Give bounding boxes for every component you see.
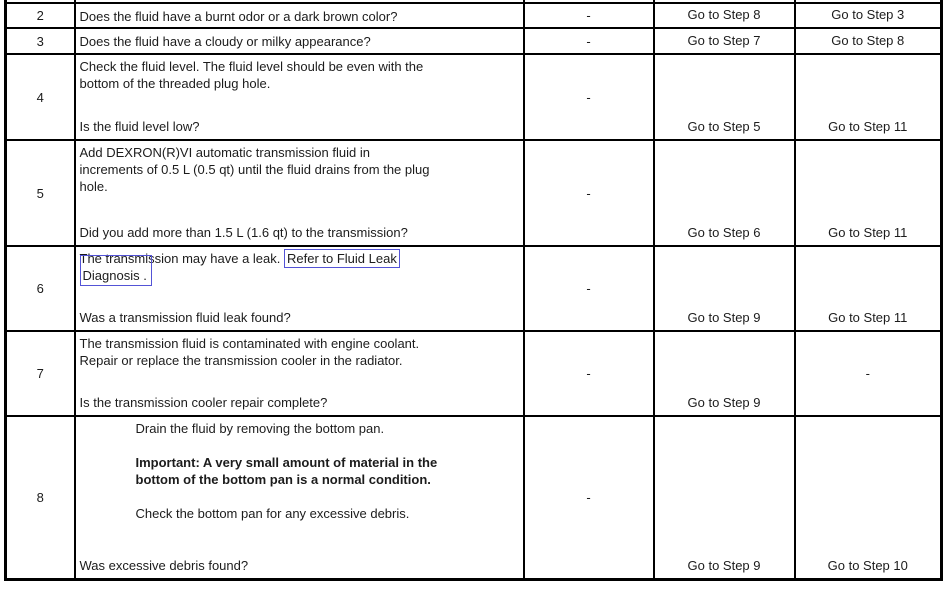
no-cell: - xyxy=(795,331,942,416)
action-cell xyxy=(75,28,524,54)
value-cell: - xyxy=(524,416,654,579)
step-number: 7 xyxy=(6,331,75,416)
action-text: Check the fluid level. The fluid level should be even with the bottom of the threaded plug hole. xyxy=(79,59,424,91)
action-question: Does the fluid have a burnt odor or a dark brown color? xyxy=(79,9,398,24)
value-cell: - xyxy=(524,3,654,28)
no-cell: Go to Step 8 xyxy=(795,28,942,54)
value-cell: - xyxy=(524,140,654,246)
action-text: Add DEXRON(R)VI automatic transmission fluid in increments of 0.5 L (0.5 qt) until the fluid drains from the plug hole. xyxy=(79,145,430,194)
action-question: Did you add more than 1.5 L (1.6 qt) to the transmission? xyxy=(79,225,408,240)
action-cell xyxy=(75,3,524,28)
action-question: Was excessive debris found? xyxy=(79,558,249,573)
action-cell xyxy=(75,416,524,579)
table-row-step-6 xyxy=(6,246,942,331)
action-question: Was a transmission fluid leak found? xyxy=(79,310,291,325)
action-text: The transmission fluid is contaminated with engine coolant. Repair or replace the transmission cooler in the radiator. xyxy=(79,336,420,368)
action-cell xyxy=(75,140,524,246)
step-number: 3 xyxy=(6,28,75,54)
action-question: Is the transmission cooler repair complete? xyxy=(79,395,328,410)
value-cell: - xyxy=(524,28,654,54)
no-cell: Go to Step 11 xyxy=(795,140,942,246)
action-text xyxy=(80,250,518,284)
table-row-step-2 xyxy=(6,3,942,28)
yes-cell: Go to Step 6 xyxy=(654,140,795,246)
action-question: Is the fluid level low? xyxy=(79,119,200,134)
step-number: 6 xyxy=(6,246,75,331)
table-row-step-5 xyxy=(6,140,942,246)
no-cell: Go to Step 3 xyxy=(795,3,942,28)
value-cell: - xyxy=(524,246,654,331)
no-cell: Go to Step 11 xyxy=(795,54,942,140)
table-row-step-4 xyxy=(6,54,942,140)
yes-cell: Go to Step 9 xyxy=(654,331,795,416)
action-cell xyxy=(75,331,524,416)
step-number: 4 xyxy=(6,54,75,140)
value-cell: - xyxy=(524,54,654,140)
no-cell: Go to Step 11 xyxy=(795,246,942,331)
yes-cell: Go to Step 8 xyxy=(654,3,795,28)
action-text: Drain the fluid by removing the bottom pan. xyxy=(135,421,385,436)
value-cell: - xyxy=(524,331,654,416)
step-number: 5 xyxy=(6,140,75,246)
action-text: Check the bottom pan for any excessive debris. xyxy=(135,506,410,521)
fluid-leak-diagnosis-link-line2[interactable]: Diagnosis . xyxy=(80,255,152,286)
table-row-step-7 xyxy=(6,331,942,416)
action-question: Does the fluid have a cloudy or milky appearance? xyxy=(79,34,371,49)
action-cell xyxy=(75,54,524,140)
yes-cell: Go to Step 5 xyxy=(654,54,795,140)
step-number: 2 xyxy=(6,3,75,28)
table-row-step-8 xyxy=(6,416,942,579)
fluid-leak-diagnosis-link-line1[interactable]: Refer to Fluid Leak xyxy=(284,249,400,268)
yes-cell: Go to Step 9 xyxy=(654,246,795,331)
action-cell xyxy=(75,246,524,331)
action-important-note: Important: A very small amount of material in the bottom of the bottom pan is a normal condition. xyxy=(135,455,438,487)
step-number: 8 xyxy=(6,416,75,579)
table-row-step-3 xyxy=(6,28,942,54)
no-cell: Go to Step 10 xyxy=(795,416,942,579)
diagnostic-table xyxy=(4,0,943,581)
action-text-prefix: The transmission may have a leak. xyxy=(79,251,284,266)
yes-cell: Go to Step 7 xyxy=(654,28,795,54)
yes-cell: Go to Step 9 xyxy=(654,416,795,579)
